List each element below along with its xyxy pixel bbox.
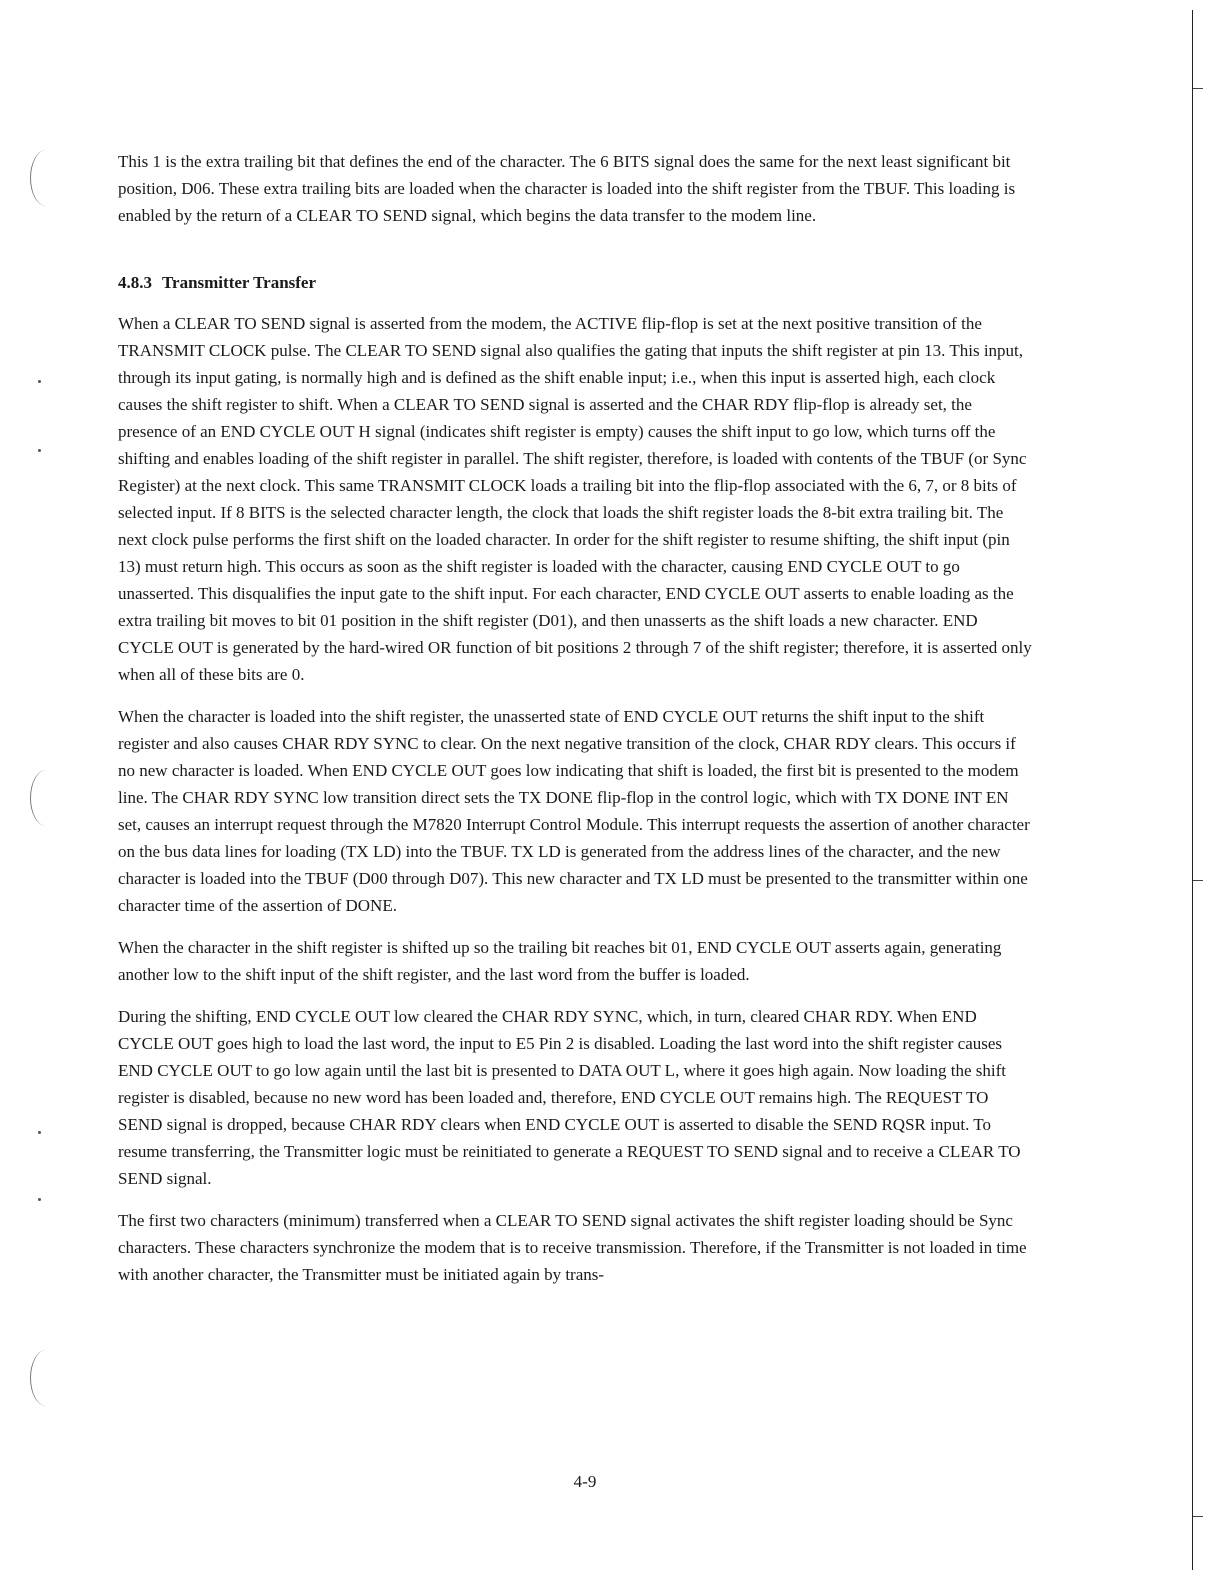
section-number: 4.8.3 bbox=[118, 273, 152, 292]
body-paragraph: During the shifting, END CYCLE OUT low cleared the CHAR RDY SYNC, which, in turn, cleared CHAR RDY. When END CYCLE OUT goes high to load the last word, the input to E5 Pin 2 is disabled. Loading the last word into the shift register causes END CYCLE OUT to go low again until the last bit is presented to DATA OUT L, where it goes high again. Now loading the shift register is disabled, because no new word has been loaded and, therefore, END CYCLE OUT remains high. The REQUEST TO SEND signal is dropped, because CHAR RDY clears when END CYCLE OUT is asserted to disable the SEND RQSR input. To resume transferring, the Transmitter logic must be reinitiated to generate a REQUEST TO SEND signal and to receive a CLEAR TO SEND signal. bbox=[118, 1007, 1021, 1188]
scan-speck bbox=[38, 1131, 41, 1134]
page-edge-line bbox=[1192, 10, 1193, 1570]
scan-speck bbox=[38, 449, 41, 452]
page-edge-tick bbox=[1193, 88, 1203, 89]
intro-paragraph: This 1 is the extra trailing bit that defines the end of the character. The 6 BITS signal does the same for the next least significant bit position, D06. These extra trailing bits are loaded when the character is loaded into the shift register from the TBUF. This loading is enabled by the return of a CLEAR TO SEND signal, which begins the data transfer to the modem line. bbox=[118, 152, 1016, 225]
body-paragraph: When the character in the shift register is shifted up so the trailing bit reaches bit 01, END CYCLE OUT asserts again, generating another low to the shift input of the shift register, and the last word from the buffer is loaded. bbox=[118, 938, 1002, 984]
scan-speck bbox=[38, 380, 41, 383]
body-paragraph: When a CLEAR TO SEND signal is asserted from the modem, the ACTIVE flip-flop is set at the next positive transition of the TRANSMIT CLOCK pulse. The CLEAR TO SEND signal also qualifies the gating that inputs the shift register at pin 13. This input, through its input gating, is normally high and is defined as the shift enable input; i.e., when this input is asserted high, each clock causes the shift register to shift. When a CLEAR TO SEND signal is asserted and the CHAR RDY flip-flop is already set, the presence of an END CYCLE OUT H signal (indicates shift register is empty) causes the shift input to go low, which turns off the shifting and enables loading of the shift register in parallel. The shift register, therefore, is loaded with contents of the TBUF (or Sync Register) at the next clock. This same TRANSMIT CLOCK loads a trailing bit into the flip-flop associated with the 6, 7, or 8 bits of selected input. If 8 BITS is the selected character length, the clock that loads the shift register loads the 8-bit extra trailing bit. The next clock pulse performs the first shift on the loaded character. In order for the shift register to resume shifting, the shift input (pin 13) must return high. This occurs as soon as the shift register is loaded with the character, causing END CYCLE OUT to go unasserted. This disqualifies the input gate to the shift input. For each character, END CYCLE OUT asserts to enable loading as the extra trailing bit moves to bit 01 position in the shift register (D01), and then unasserts as the shift loads a new character. END CYCLE OUT is generated by the hard-wired OR function of bit positions 2 through 7 of the shift register; therefore, it is asserted only when all of these bits are 0. bbox=[118, 314, 1032, 684]
section-heading bbox=[118, 269, 1032, 296]
scan-speck bbox=[38, 1198, 41, 1201]
page-number: 4-9 bbox=[573, 1472, 597, 1491]
document-body bbox=[118, 148, 1032, 1303]
body-paragraph: When the character is loaded into the shift register, the unasserted state of END CYCLE OUT returns the shift input to the shift register and also causes CHAR RDY SYNC to clear. On the next negative transition of the clock, CHAR RDY clears. This occurs if no new character is loaded. When END CYCLE OUT goes low indicating that shift is loaded, the first bit is presented to the modem line. The CHAR RDY SYNC low transition direct sets the TX DONE flip-flop in the control logic, which with TX DONE INT EN set, causes an interrupt request through the M7820 Interrupt Control Module. This interrupt requests the assertion of another character on the bus data lines for loading (TX LD) into the TBUF. TX LD is generated from the address lines of the character, and the new character is loaded into the TBUF (D00 through D07). This new character and TX LD must be presented to the transmitter within one character time of the assertion of DONE. bbox=[118, 707, 1030, 915]
page-edge-tick bbox=[1193, 880, 1203, 881]
section-title: Transmitter Transfer bbox=[161, 273, 317, 292]
body-paragraph: The first two characters (minimum) transferred when a CLEAR TO SEND signal activates the shift register loading should be Sync characters. These characters synchronize the modem that is to receive transmission. Therefore, if the Transmitter is not loaded in time with another character, the Transmitter must be initiated again by trans- bbox=[118, 1211, 1027, 1284]
page-edge-tick bbox=[1193, 1516, 1203, 1517]
binder-hole-mark bbox=[30, 770, 57, 826]
binder-hole-mark bbox=[30, 1350, 57, 1406]
binder-hole-mark bbox=[30, 150, 57, 206]
